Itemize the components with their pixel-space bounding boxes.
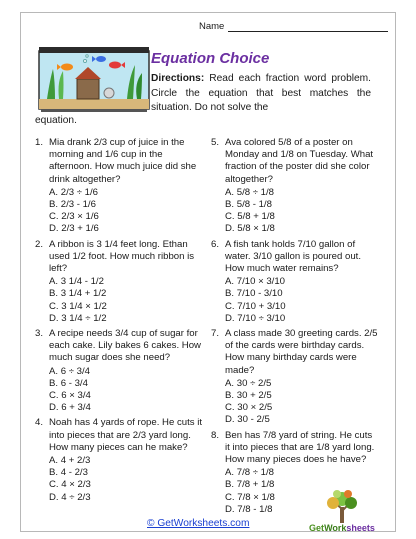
question-number: 2. [35, 238, 44, 250]
logo-get: Get [309, 523, 325, 533]
answer-option[interactable]: A. 4 + 2/3 [49, 455, 91, 467]
question-number: 1. [35, 137, 44, 148]
logo-wordmark [297, 523, 387, 533]
question-text: Mia drank 2/3 cup of juice in the morning and 1/6 cup in the afternoon. How much juice did she drink altogether? [49, 137, 197, 185]
question-text: Noah has 4 yards of rope. He cuts it into pieces that are 2/3 yard long. How many pieces can he make? [49, 417, 203, 453]
question-3 [35, 328, 203, 414]
question-number: 4. [35, 417, 44, 429]
page-title: Equation Choice [151, 50, 270, 67]
question-text: A ribbon is 3 1/4 feet long. Ethan used 1/2 foot. How much ribbon is left? [49, 238, 195, 275]
question-text: A class made 30 greeting cards. 2/5 of the cards were birthday cards. How many birthday cards were made? [225, 328, 378, 376]
question-number: 8. [211, 429, 220, 441]
answer-option[interactable]: B. 3 1/4 + 1/2 [49, 288, 107, 300]
question-number: 7. [211, 328, 220, 340]
directions-body: Read each fraction word problem. Circle the equation that best matches the situation. Do not solve the [151, 73, 371, 113]
answer-option[interactable]: B. 2/3 - 1/6 [49, 199, 96, 211]
tree-logo-icon [297, 489, 387, 525]
answer-option[interactable]: B. 6 - 3/4 [49, 377, 88, 389]
question-number: 6. [211, 238, 220, 250]
question-text: Ava colored 5/8 of a poster on Monday and 1/8 on Tuesday. What fraction of the poster did she color altogether? [225, 137, 374, 185]
answer-option[interactable]: A. 2/3 ÷ 1/6 [49, 186, 98, 198]
question-text: A fish tank holds 7/10 gallon of water. 3/10 gallon is poured out. How much water remains? [225, 238, 362, 275]
getworksheets-logo [297, 489, 387, 535]
directions-label: Directions: [151, 73, 205, 84]
answer-option[interactable]: D. 5/8 × 1/8 [225, 223, 275, 235]
answer-option[interactable]: C. 6 × 3/4 [49, 390, 91, 402]
answer-option[interactable]: A. 6 ÷ 3/4 [49, 365, 90, 377]
directions-text [151, 72, 371, 116]
question-5 [211, 137, 379, 236]
answer-option[interactable]: C. 5/8 + 1/8 [225, 211, 275, 223]
name-line [228, 22, 388, 32]
question-7 [211, 328, 379, 427]
questions-left-column [35, 137, 203, 507]
question-number: 5. [211, 137, 220, 148]
copyright-link[interactable]: © GetWorksheets.com [147, 518, 250, 529]
answer-option[interactable]: D. 30 - 2/5 [225, 414, 270, 426]
answer-option[interactable]: D. 7/10 ÷ 3/10 [225, 312, 286, 324]
worksheet-page [20, 12, 396, 532]
answer-option[interactable]: D. 6 + 3/4 [49, 402, 91, 414]
answer-option[interactable]: D. 2/3 + 1/6 [49, 223, 99, 235]
answer-option[interactable]: A. 5/8 ÷ 1/8 [225, 186, 274, 198]
answer-option[interactable]: B. 5/8 - 1/8 [225, 199, 272, 211]
answer-option[interactable]: C. 3 1/4 × 1/2 [49, 300, 107, 312]
answer-option[interactable]: B. 30 + 2/5 [225, 390, 272, 402]
answer-option[interactable]: B. 7/10 - 3/10 [225, 288, 283, 300]
question-text: Ben has 7/8 yard of string. He cuts it into pieces that are 1/8 yard long. How many pieces does he have? [225, 429, 375, 466]
answer-option[interactable]: A. 7/8 ÷ 1/8 [225, 467, 274, 479]
answer-option[interactable]: C. 7/8 × 1/8 [225, 491, 275, 503]
name-label: Name [199, 21, 225, 32]
answer-option[interactable]: C. 4 × 2/3 [49, 479, 91, 491]
logo-work: Work [324, 523, 347, 533]
answer-option[interactable]: D. 3 1/4 ÷ 1/2 [49, 312, 107, 324]
answer-option[interactable]: A. 3 1/4 - 1/2 [49, 276, 104, 288]
answer-option[interactable]: D. 7/8 - 1/8 [225, 503, 273, 515]
answer-option[interactable]: C. 7/10 + 3/10 [225, 300, 286, 312]
logo-sheets: sheets [346, 523, 375, 533]
answer-option[interactable]: C. 30 × 2/5 [225, 402, 273, 414]
aquarium-illustration [37, 43, 151, 113]
question-4 [35, 417, 203, 503]
questions-right-column [211, 137, 379, 519]
answer-option[interactable]: D. 4 ÷ 2/3 [49, 491, 91, 503]
name-field-row [199, 21, 388, 32]
answer-option[interactable]: B. 7/8 + 1/8 [225, 479, 275, 491]
question-text: A recipe needs 3/4 cup of sugar for each cake. Lily bakes 6 cakes. How much sugar does she need? [49, 328, 201, 364]
answer-option[interactable]: A. 30 ÷ 2/5 [225, 377, 272, 389]
question-2 [35, 239, 203, 325]
question-number: 3. [35, 328, 44, 340]
answer-option[interactable]: B. 4 - 2/3 [49, 467, 88, 479]
question-6 [211, 239, 379, 325]
directions-tail: equation. [35, 115, 77, 126]
answer-option[interactable]: A. 7/10 × 3/10 [225, 276, 286, 288]
question-1 [35, 137, 203, 236]
answer-option[interactable]: C. 2/3 × 1/6 [49, 211, 99, 223]
